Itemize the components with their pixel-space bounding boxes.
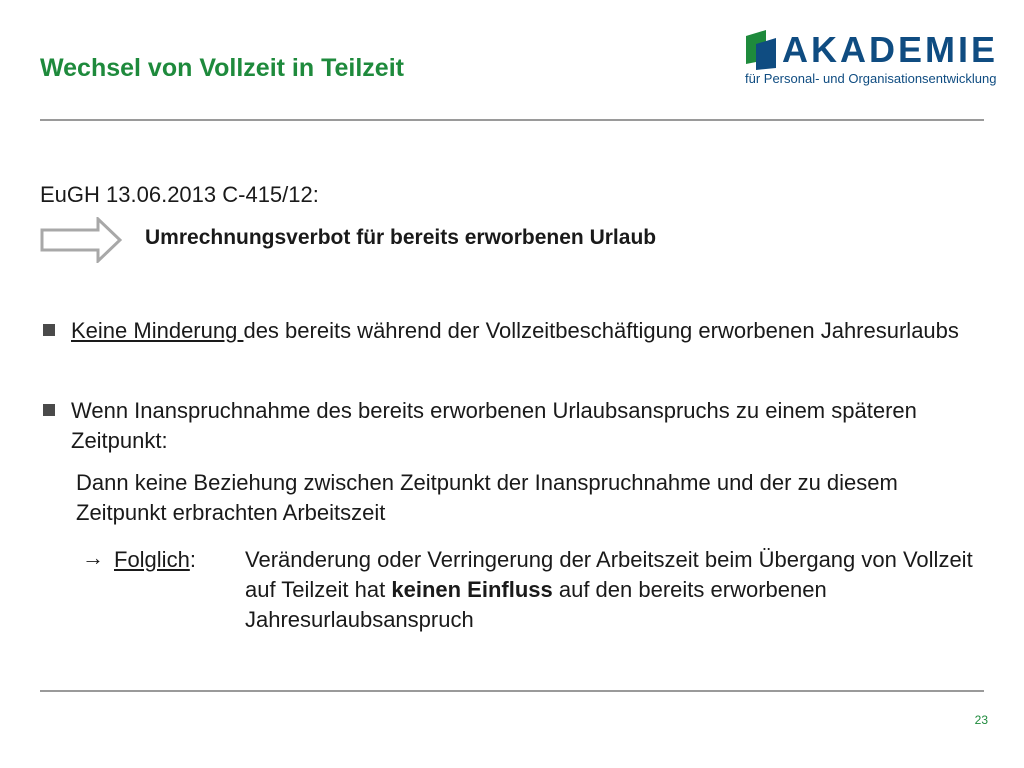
logo-subtitle: für Personal- und Organisationsentwicklung [745, 71, 997, 86]
consequence-label-text: Folglich [114, 547, 190, 572]
indent-paragraph: Dann keine Beziehung zwischen Zeitpunkt der Inanspruchnahme und der zu diesem Zeitpunkt erbrachten Arbeitszeit [76, 470, 898, 525]
bullet-marker [43, 404, 55, 416]
right-arrow-icon [40, 217, 122, 263]
akademie-logo [742, 29, 999, 90]
consequence-bold: keinen Einfluss [391, 577, 553, 602]
consequence-text-after: auf den bereits erworbenen Jahresurlaubsanspruch [245, 577, 827, 632]
bullet-rest-text: des bereits während der Vollzeitbeschäftigung erworbenen Jahresurlaubs [243, 318, 959, 343]
consequence-label [114, 545, 196, 575]
logo-wordmark: AKADEMIE [782, 29, 999, 70]
header-divider [40, 119, 984, 121]
bullet-no-reduction [71, 316, 971, 346]
rule-statement: Umrechnungsverbot für bereits erworbenen Urlaub [145, 226, 657, 249]
page-number: 23 [974, 713, 988, 727]
consequence-text-before: Veränderung oder Verringerung der Arbeitszeit beim Übergang von Vollzeit auf Teilzeit hat [245, 547, 973, 602]
consequence-text [245, 545, 985, 635]
logo-mark-icon [742, 30, 778, 70]
bullet-later-claim: Wenn Inanspruchnahme des bereits erworbenen Urlaubsanspruchs zu einem späteren Zeitpunkt: [71, 398, 917, 453]
footer-divider [40, 690, 984, 692]
bullet-underlined-lead: Keine Minderung [71, 318, 244, 343]
case-reference: EuGH 13.06.2013 C-415/12: [40, 182, 319, 207]
consequence-arrow-icon: → [82, 545, 104, 570]
consequence-colon: : [189, 547, 196, 572]
slide-title: Wechsel von Vollzeit in Teilzeit [40, 54, 404, 82]
bullet-marker [43, 324, 55, 336]
